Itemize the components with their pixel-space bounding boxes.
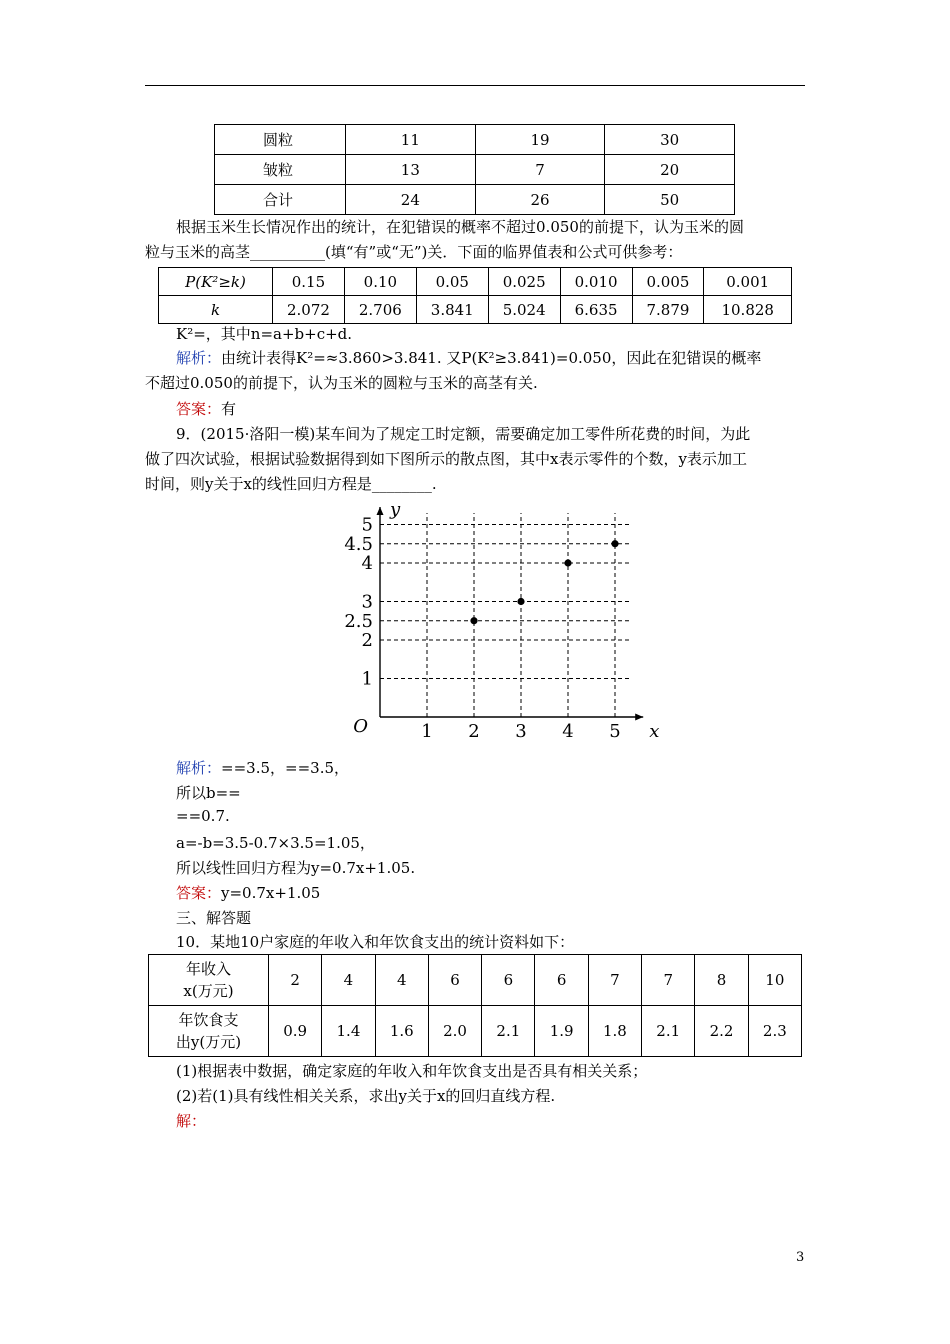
x-axis-label: x — [649, 721, 660, 742]
table-row — [215, 155, 735, 185]
critical-value-table — [158, 267, 792, 324]
x-axis-arrow — [635, 714, 643, 721]
table-cell: 7 — [475, 155, 605, 185]
q9-text-line: 9．(2015·洛阳一模)某车间为了规定工时定额，需要确定加工零件所花费的时间，为此 — [176, 425, 751, 443]
q8-text-line: 粒与玉米的高茎__________(填“有”或“无”)关．下面的临界值表和公式可供参考： — [145, 243, 683, 261]
table-cell: 7.879 — [632, 296, 704, 324]
table-cell: 10.828 — [704, 296, 792, 324]
table-cell: 0.05 — [416, 268, 488, 296]
table-cell: 30 — [605, 125, 735, 155]
x-tick-label: 3 — [515, 721, 527, 742]
table-cell: 6 — [482, 955, 535, 1006]
table-header-cell — [149, 955, 269, 1006]
table-row — [159, 296, 792, 324]
solution-text: 由统计表得K²=≈3.860>3.841. 又P(K²≥3.841)=0.050，因此在犯错误的概率 — [221, 349, 762, 367]
section-heading: 三、解答题 — [176, 909, 252, 927]
table-cell: 2.3 — [748, 1006, 801, 1057]
table-header-cell: P(K²≥k) — [159, 268, 273, 296]
table-cell: 6 — [535, 955, 588, 1006]
y-tick-label: 2 — [361, 630, 373, 651]
table-cell: 1.9 — [535, 1006, 588, 1057]
formula-line: K²=，其中n=a+b+c+d. — [176, 325, 353, 343]
table-cell: 10 — [748, 955, 801, 1006]
data-point — [611, 540, 618, 547]
q9-answer-line — [176, 882, 320, 903]
table-cell: 2.1 — [642, 1006, 695, 1057]
table-cell: 2.1 — [482, 1006, 535, 1057]
table-cell: 0.001 — [704, 268, 792, 296]
table-cell: 合计 — [215, 185, 346, 215]
table-cell: 2.2 — [695, 1006, 748, 1057]
table-cell: 5.024 — [488, 296, 560, 324]
answer-value: 有 — [221, 400, 237, 418]
table-header-cell — [149, 1006, 269, 1057]
table-cell: 7 — [642, 955, 695, 1006]
table-cell: 0.15 — [273, 268, 345, 296]
table-header-cell: k — [159, 296, 273, 324]
table-cell: 11 — [346, 125, 476, 155]
q9-solution-line: 所以线性回归方程为y=0.7x+1.05. — [176, 859, 416, 877]
q8-answer-line — [176, 398, 236, 419]
table-cell: 13 — [346, 155, 476, 185]
table-cell: 0.010 — [560, 268, 632, 296]
table-cell: 6 — [428, 955, 481, 1006]
q9-solution-line: a=-b=3.5-0.7×3.5=1.05， — [176, 834, 375, 852]
q10-part: (1)根据表中数据，确定家庭的年收入和年饮食支出是否具有相关关系； — [176, 1062, 648, 1080]
table-row — [215, 185, 735, 215]
contingency-table — [214, 124, 735, 215]
answer-value: y=0.7x+1.05 — [221, 884, 321, 902]
table-cell: 0.025 — [488, 268, 560, 296]
row-label: 年饮食支 — [178, 1011, 239, 1029]
table-cell: 1.4 — [322, 1006, 375, 1057]
table-cell: 2 — [269, 955, 322, 1006]
y-axis-label: y — [390, 498, 401, 520]
origin-label: O — [353, 716, 368, 737]
y-tick-label: 5 — [361, 514, 373, 536]
table-cell: 2.0 — [428, 1006, 481, 1057]
table-cell: 20 — [605, 155, 735, 185]
table-cell: 1.8 — [588, 1006, 641, 1057]
table-cell: 2.072 — [273, 296, 345, 324]
table-cell: 1.6 — [375, 1006, 428, 1057]
answer-label: 答案： — [176, 400, 222, 418]
table-cell: 3.841 — [416, 296, 488, 324]
solution-label: 解： — [176, 1112, 207, 1130]
x-tick-label: 1 — [421, 721, 433, 742]
q10-part: (2)若(1)具有线性相关关系，求出y关于x的回归直线方程. — [176, 1087, 556, 1105]
x-tick-label: 4 — [562, 721, 574, 742]
table-row — [149, 955, 802, 1006]
table-cell: 皱粒 — [215, 155, 346, 185]
table-row — [215, 125, 735, 155]
y-tick-label: 2.5 — [344, 610, 373, 632]
y-tick-label: 4 — [361, 553, 373, 574]
y-tick-label: 1 — [361, 668, 373, 690]
table-cell: 0.005 — [632, 268, 704, 296]
x-tick-label: 2 — [468, 721, 480, 742]
table-cell: 2.706 — [344, 296, 416, 324]
q9-solution-line: 所以b== — [176, 784, 241, 802]
table-cell: 26 — [475, 185, 605, 215]
table-cell: 0.9 — [269, 1006, 322, 1057]
solution-label: 解析： — [176, 759, 222, 777]
data-point — [470, 617, 477, 624]
table-cell: 4 — [375, 955, 428, 1006]
q9-text-line: 时间，则y关于x的线性回归方程是________. — [145, 475, 437, 493]
page-number: 3 — [796, 1250, 805, 1265]
q9-solution-line: ==0.7. — [176, 807, 230, 825]
y-axis-arrow — [377, 507, 384, 515]
table-cell: 7 — [588, 955, 641, 1006]
header-rule — [145, 85, 805, 86]
table-cell: 6.635 — [560, 296, 632, 324]
solution-text: ==3.5，==3.5， — [221, 759, 349, 777]
q9-text-line: 做了四次试验，根据试验数据得到如下图所示的散点图，其中x表示零件的个数，y表示加工 — [145, 450, 747, 468]
table-cell: 50 — [605, 185, 735, 215]
q10-intro: 10．某地10户家庭的年收入和年饮食支出的统计资料如下： — [176, 933, 575, 951]
income-table — [148, 954, 802, 1057]
table-row — [149, 1006, 802, 1057]
solution-label: 解析： — [176, 349, 222, 367]
scatter-plot — [340, 498, 660, 750]
data-point — [517, 598, 524, 605]
row-label: x(万元) — [183, 982, 234, 1000]
q8-solution-line: 不超过0.050的前提下，认为玉米的圆粒与玉米的高茎有关. — [145, 374, 538, 392]
table-cell: 圆粒 — [215, 125, 346, 155]
table-cell: 19 — [475, 125, 605, 155]
data-point — [564, 559, 571, 566]
y-tick-label: 3 — [361, 591, 373, 613]
table-cell: 4 — [322, 955, 375, 1006]
row-label: 年收入 — [185, 960, 231, 978]
row-label: 出y(万元) — [175, 1033, 242, 1051]
table-cell: 0.10 — [344, 268, 416, 296]
y-tick-label: 4.5 — [344, 533, 373, 555]
table-row — [159, 268, 792, 296]
q8-solution-line — [176, 347, 761, 368]
answer-label: 答案： — [176, 884, 222, 902]
q9-solution-line — [176, 757, 349, 778]
q8-text-line: 根据玉米生长情况作出的统计，在犯错误的概率不超过0.050的前提下，认为玉米的圆 — [176, 218, 744, 236]
table-cell: 8 — [695, 955, 748, 1006]
table-cell: 24 — [346, 185, 476, 215]
x-tick-label: 5 — [609, 721, 621, 742]
